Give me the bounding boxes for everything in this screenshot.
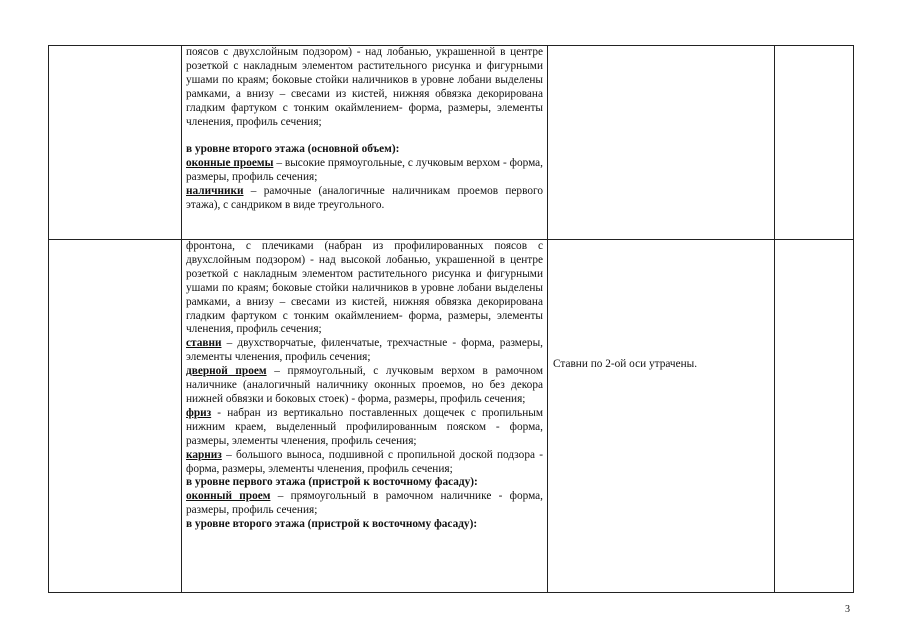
paragraph: карниз – большого выноса, подшивной с пропильной доской подзора - форма, размеры, элементы членения, профиль сечения; [186,448,543,475]
table-cell-description [182,46,548,240]
paragraph: поясов с двухслойным подзором) - над лобанью, украшенной в центре розеткой с накладным элементом растительного рисунка и фигурными ушами по краям; боковые стойки наличников в уровне лобани выделены рамками, а внизу – свесами из кистей, нижняя обвязка декорирована гладким фартуком с тонким окаймлением- форма, размеры, элементы членения, профиль сечения; [186,46,543,128]
term: оконные проемы [186,157,274,170]
paragraph: оконные проемы – высокие прямоугольные, с лучковым верхом - форма, размеры, профиль сечения; [186,157,543,184]
table-cell-note [548,240,775,593]
paragraph: фронтона, с плечиками (набран из профилированных поясов с двухслойным подзором) - над высокой лобанью, украшенной в центре розеткой с накладным элементом растительного рисунка и фигурными ушами по краям; боковые стойки наличников в уровне лобани выделены рамками, а внизу – свесами из кистей, нижняя обвязка декорирована гладким фартуком с тонким окаймлением- форма, размеры, элементы членения, профиль сечения; [186,240,543,336]
paragraph: оконный проем – прямоугольный в рамочном наличнике - форма, размеры, профиль сечения; [186,490,543,517]
term: наличники [186,185,244,198]
table-cell-empty [775,46,854,240]
description-table [48,45,854,593]
section-heading: в уровне первого этажа (пристрой к восточному фасаду): [186,476,478,489]
table-cell-empty [49,46,182,240]
term: фриз [186,406,212,419]
paragraph: ставни – двухстворчатые, филенчатые, трехчастные - форма, размеры, элементы членения, профиль сечения; [186,337,543,364]
section-heading: в уровне второго этажа (основной объем): [186,143,400,156]
paragraph: дверной проем – прямоугольный, с лучковым верхом в рамочном наличнике (аналогичный наличнику оконных проемов, но без декора нижней обвязки и боковых стоек) - форма, размеры, профиль сечения; [186,365,543,405]
term: оконный проем [186,490,271,503]
table-cell-empty [548,46,775,240]
note-text: Ставни по 2-ой оси утрачены. [553,358,698,370]
page-number: 3 [845,604,850,615]
section-heading: в уровне второго этажа (пристрой к восточному фасаду): [186,518,478,531]
paragraph: наличники – рамочные (аналогичные наличникам проемов первого этажа), с сандриком в виде треугольного. [186,185,543,212]
term: ставни [186,337,222,350]
table-row [49,240,854,593]
term: карниз [186,448,222,461]
table-cell-empty [775,240,854,593]
table-row [49,46,854,240]
table-cell-empty [49,240,182,593]
term: дверной проем [186,365,267,378]
paragraph: фриз - набран из вертикально поставленных дощечек с пропильным нижним краем, выделенный профилированным пояском - форма, размеры, элементы членения, профиль сечения; [186,406,543,447]
table-cell-description [182,240,548,593]
